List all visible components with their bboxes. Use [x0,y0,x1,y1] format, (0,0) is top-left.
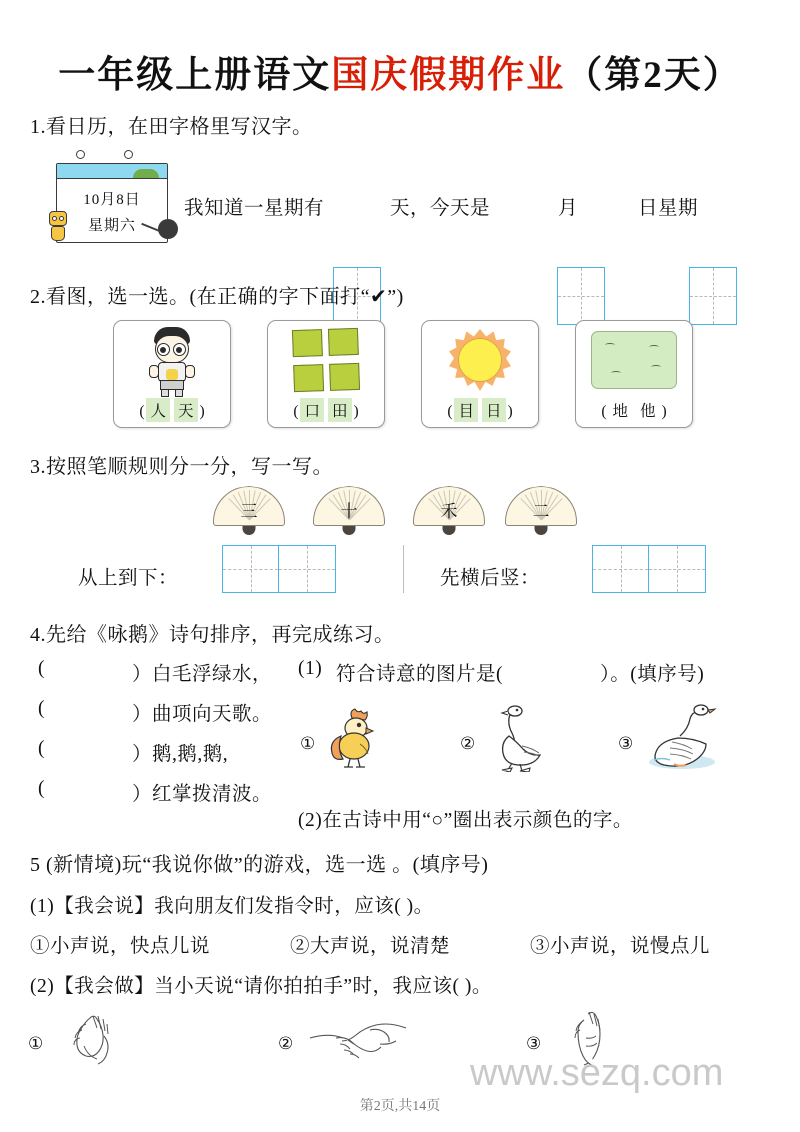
q4-line-2: ）曲项向天歌。 [132,704,273,725]
q4-line-1: ）白毛浮绿水， [132,664,273,685]
calendar-weekday: 星期六 [87,218,136,234]
calendar-date: 10月8日 [83,192,141,208]
q2-card-field-options[interactable]: ( 口 田 ) [268,398,384,422]
fan-character: 十 [340,502,358,521]
ground-illustration [576,325,692,397]
boy-shirt-stripe [166,369,178,380]
fan-shi[interactable] [313,486,385,534]
q5-option-1[interactable]: ①小声说，快点儿说 [30,936,211,957]
ground-tuft-2 [649,345,659,349]
hand-option-2-number[interactable]: ② [278,1034,294,1053]
fan-character: 三 [240,502,258,521]
sun-illustration [422,325,538,397]
title-part-day: （第2天） [565,55,742,96]
rooster-icon [322,704,388,775]
q3-divider [403,545,404,593]
q4-line-1-open: ( [38,658,45,679]
q4-line-3: ）鹅,鹅,鹅, [132,744,229,765]
q2-card-boy-options[interactable]: ( 人 天 ) [114,398,230,422]
ground-slab [591,331,677,389]
ground-tuft-3 [611,371,621,375]
q1-sentence-seg1: 我知道一星期有 [184,198,325,219]
q2-card-field[interactable] [267,320,385,428]
answer-boxes-top-to-bottom[interactable] [222,545,336,593]
q2-option-tian-field[interactable]: 田 [328,398,352,422]
q5-option-2[interactable]: ②大声说，说清楚 [290,936,451,957]
field-plot-2 [328,328,359,356]
question-2-heading: 2.看图，选一选。(在正确的字下面打“✔”) [30,286,404,308]
title-part-highlight: 国庆假期作业 [331,55,566,96]
fan-he[interactable] [413,486,485,534]
q4-sub1-number: (1) [298,658,323,679]
q5-option-3[interactable]: ③小声说，说慢点儿 [530,936,711,957]
page-footer: 第2页,共14页 [359,1099,441,1114]
q4-sub2-text: (2)在古诗中用“○”圈出表示颜色的字。 [298,810,633,831]
fan-knob [443,526,456,535]
boy-leg-right [175,389,183,397]
q4-line-4-open: ( [38,778,45,799]
q2-card-ground-options[interactable]: ( 地 他 ) [576,398,692,422]
question-1-heading: 1.看日历，在田字格里写汉字。 [30,116,313,138]
q4-sub1-close: ）。(填序号) [600,664,705,685]
q1-sentence-seg4: 日星期 [638,198,699,219]
boy-pupil-right [176,347,182,353]
answer-boxes-horizontal-first[interactable] [592,545,706,593]
ground-figure [591,331,677,389]
calendar-ring-hole-left [76,150,85,159]
q2-option-tian[interactable]: 天 [174,398,198,422]
q5-sub1-text: (1)【我会说】我向朋友们发指令时，应该( )。 [30,896,434,917]
fan-san[interactable] [213,486,285,534]
answer-cell[interactable] [279,546,335,592]
sun-core [458,338,502,382]
q2-option-kou[interactable]: 口 [300,398,324,422]
field-illustration [268,325,384,397]
q4-line-2-open: ( [38,698,45,719]
boy-leg-left [161,389,169,397]
q2-card-ground[interactable] [575,320,693,428]
title-part-grade: 一年级上册语文 [58,55,332,96]
q4-line-3-open: ( [38,738,45,759]
q2-card-boy[interactable] [113,320,231,428]
answer-cell[interactable] [223,546,279,592]
fan-character: 二 [532,502,550,521]
swan-swimming-icon [644,700,720,779]
calendar-ball [158,219,178,239]
q4-sub1-text: 符合诗意的图片是( [336,664,503,685]
bird-option-1-number[interactable]: ① [300,734,316,753]
clapping-hands-icon [60,1010,126,1073]
q2-option-ren[interactable]: 人 [146,398,170,422]
answer-box-day[interactable] [689,267,737,325]
calendar-hill [133,169,159,178]
hand-option-1-number[interactable]: ① [28,1034,44,1053]
fan-knob [343,526,356,535]
fan-knob [243,526,256,535]
boy-pupil-left [160,347,166,353]
boy-arm-right [185,365,195,378]
field-figure [292,328,360,392]
q3-left-label: 从上到下： [78,568,179,589]
field-plot-3 [293,364,324,392]
q2-card-sun-options[interactable]: ( 目 日 ) [422,398,538,422]
cat-body [51,226,65,241]
q1-sentence-seg3: 月 [558,198,579,219]
answer-cell[interactable] [593,546,649,592]
calendar-illustration [48,155,176,247]
page-title [0,0,800,98]
handshake-icon [310,1012,406,1071]
site-watermark: www.sezq.com [470,1052,724,1094]
q4-bird-row [300,700,720,778]
q1-sentence-seg2: 天，今天是 [390,198,491,219]
q5-sub2-text: (2)【我会做】当小天说“请你拍拍手”时，我应该( )。 [30,976,492,997]
calendar-ring-hole-right [124,150,133,159]
question-3-heading: 3.按照笔顺规则分一分，写一写。 [30,456,333,478]
answer-box-month[interactable] [557,267,605,325]
fan-knob [535,526,548,535]
cat-mascot-icon [48,211,68,241]
q4-line-4: ）红掌拨清波。 [132,784,273,805]
field-plot-1 [292,329,323,357]
question-4-heading: 4.先给《咏鹅》诗句排序，再完成练习。 [30,624,395,646]
sun-figure [449,329,511,391]
q3-fan-row [213,486,553,536]
q2-card-sun[interactable] [421,320,539,428]
boy-figure [146,327,198,397]
cat-eye-left [52,216,57,221]
bird-option-3-number[interactable]: ③ [618,734,634,753]
fan-character: 禾 [440,502,458,521]
fan-er[interactable] [505,486,577,534]
boy-illustration [114,325,230,397]
bird-option-2-number[interactable]: ② [460,734,476,753]
answer-cell[interactable] [649,546,705,592]
field-plot-4 [329,363,360,391]
q2-option-di[interactable]: 地 [612,403,628,420]
question-5-heading: 5 (新情境)玩“我说你做”的游戏，选一选 。(填序号) [30,854,489,876]
ground-tuft-1 [605,343,615,347]
q2-option-ri[interactable]: 日 [482,398,506,422]
q2-option-mu[interactable]: 目 [454,398,478,422]
hand-option-3-number[interactable]: ③ [526,1034,542,1053]
calendar-body [56,163,168,243]
q3-right-label: 先横后竖： [440,568,541,589]
calendar-sky [57,164,167,179]
goose-standing-icon [486,702,562,777]
q2-option-ta[interactable]: 他 [640,403,656,420]
ground-tuft-4 [651,365,661,369]
cat-eye-right [59,216,64,221]
q2-card-row [113,320,693,432]
